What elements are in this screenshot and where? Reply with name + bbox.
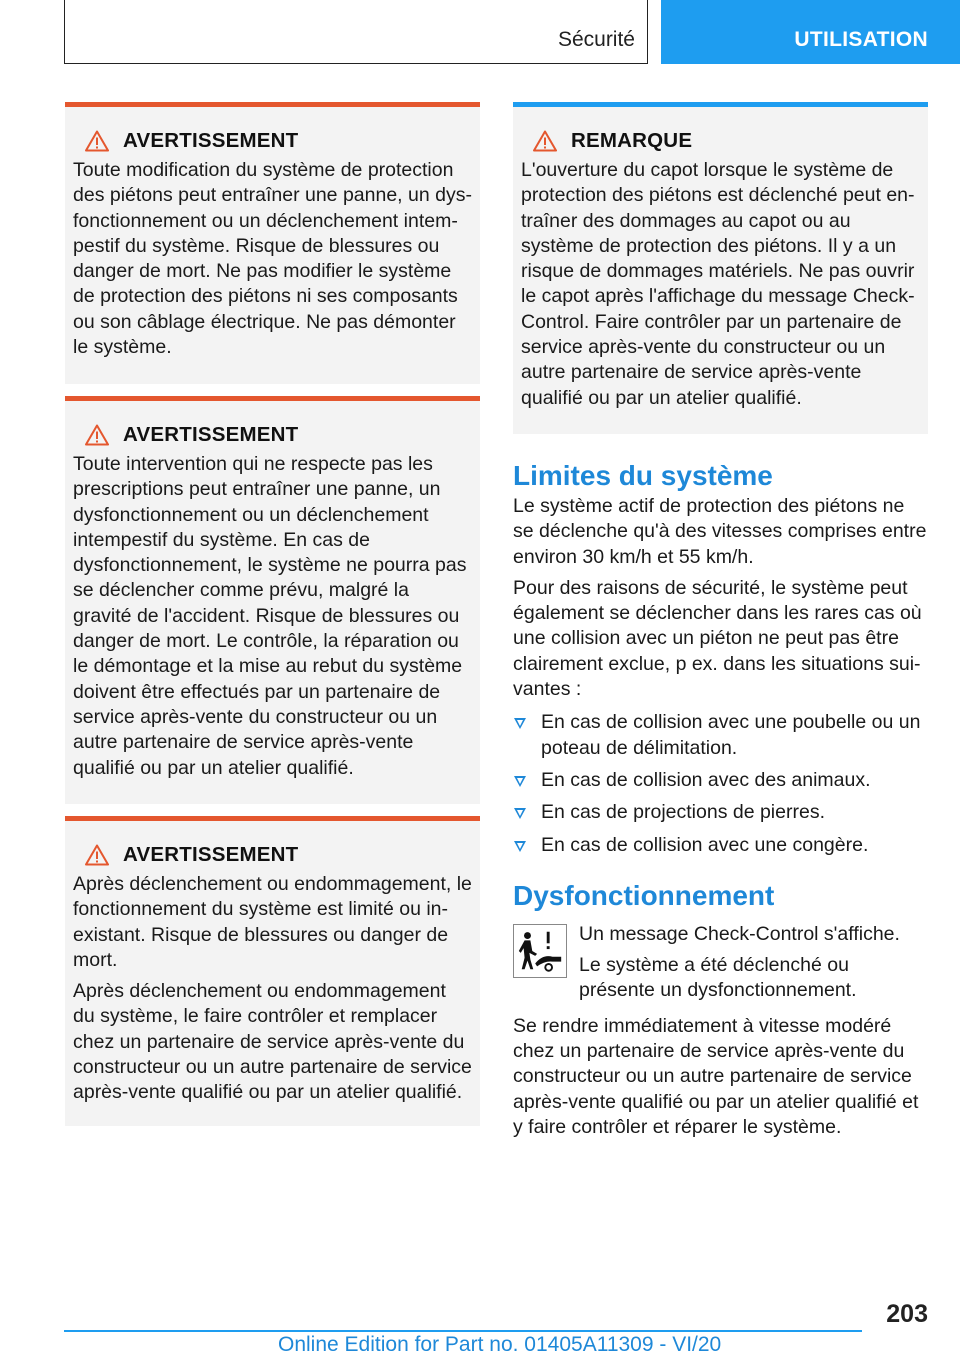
header-chapter-tab [661, 0, 960, 64]
footer-divider [64, 1330, 862, 1332]
limits-paragraph-1: Le système actif de protection des piétons ne se déclenche qu'à des vitesses comprises entre environ 30 km/h et 55 km/h. [513, 495, 927, 568]
warning-text: Après déclenchement ou endommagement du système, le faire contrôler et remplacer chez un partenaire de service après-vente du constructeur ou un autre partenaire de service après-vente qualifié ou par un atelier qualifié. [73, 980, 472, 1104]
warning-title: AVERTISSEMENT [123, 129, 299, 152]
warning-triangle-icon [85, 130, 109, 152]
warning-text: Toute modification du système de protection des piétons peut entraîner une panne, un dysfonctionnement ou un déclenchement intempestif du système. Risque de blessures ou danger de mort. Ne pas modifier le système de protection des piétons ni ses composants ou son câblage électrique. Ne pas démonter le système. [73, 159, 472, 359]
warning-title: AVERTISSEMENT [123, 423, 299, 446]
warning-box [65, 816, 480, 1126]
check-control-text [579, 922, 928, 1004]
list-item-text: En cas de projections de pierres. [541, 801, 825, 824]
check-control-line-1: Un message Check-Control s'affiche. [579, 922, 900, 945]
note-header [533, 129, 920, 153]
section-heading-limits: Limites du système [513, 460, 773, 491]
warning-text: Après déclenchement ou endommagement, le fonctionnement du système est limité ou inexistant. Risque de blessures ou danger de mort. [73, 873, 472, 971]
arrow-bullet-icon [514, 776, 526, 787]
check-control-row [513, 922, 928, 1004]
warning-text: Toute intervention qui ne respecte pas les prescriptions peut entraîner une panne, un dysfonctionnement ou un déclenchement intempestif du système. En cas de dysfonctionnement, le système ne pourra pas se déclencher comme prévu, malgré la gravité de l'accident. Risque de blessures ou danger de mort. Le contrôle, la réparation ou le démontage et la mise au rebut du système doivent être effectués par un partenaire de service après-vente du constructeur ou un autre partenaire de service après-vente qualifié ou par un atelier qualifié. [73, 453, 467, 779]
list-item [513, 768, 928, 793]
pedestrian-protection-icon [513, 924, 567, 978]
warning-box [65, 396, 480, 804]
list-item [513, 800, 928, 825]
list-item-text: En cas de collision avec des animaux. [541, 768, 871, 791]
header-section-box [64, 0, 648, 64]
warning-header [85, 129, 472, 153]
list-item-text: En cas de collision avec une poubelle ou un poteau de délimitation. [541, 711, 921, 759]
arrow-bullet-icon [514, 718, 526, 729]
note-text: L'ouverture du capot lorsque le système de protection des piétons est déclenché peut entraîner des dommages au capot ou au système de protection des piétons. Il y a un risque de dommages matériels. Ne pas ouvrir le capot après l'affichage du message Check-Control. Faire contrôler par un partenaire de service après-vente du constructeur ou un autre partenaire de service après-vente qualifié ou par un atelier qualifié. [521, 159, 915, 409]
note-triangle-icon [533, 130, 557, 152]
arrow-bullet-icon [514, 841, 526, 852]
limits-paragraph-2: Pour des raisons de sécurité, le système peut également se déclencher dans les rares cas où une collision avec un piéton ne peut pas être clairement exclue, p ex. dans les situations suivantes : [513, 576, 922, 701]
arrow-bullet-icon [514, 808, 526, 819]
section-heading-malfunction: Dysfonctionnement [513, 879, 775, 911]
list-item-text: En cas de collision avec une congère. [541, 833, 869, 856]
page-number: 203 [886, 1300, 928, 1328]
warning-triangle-icon [85, 844, 109, 866]
warning-box [65, 102, 480, 384]
check-control-line-2: Le système a été déclenché ou présente un dysfonctionnement. [579, 954, 857, 1002]
list-item [513, 710, 928, 761]
warning-header [85, 423, 472, 447]
warning-triangle-icon [85, 424, 109, 446]
malfunction-paragraph: Se rendre immédiatement à vitesse modéré chez un partenaire de service après-vente du constructeur ou un autre partenaire de service après-vente qualifié ou par un atelier qualifié et y faire contrôler et réparer le système. [513, 1014, 919, 1138]
note-title: REMARQUE [571, 129, 693, 152]
limits-list [513, 710, 928, 857]
list-item [513, 833, 928, 858]
footer-edition: Online Edition for Part no. 01405A11309 - VI/20 [278, 1333, 722, 1356]
note-box [513, 102, 928, 434]
warning-title: AVERTISSEMENT [123, 843, 299, 866]
warning-header [85, 843, 472, 867]
left-column [65, 102, 480, 1126]
header-section-title: Sécurité [557, 28, 635, 51]
right-column [513, 102, 928, 1140]
header-chapter-title: UTILISATION [794, 28, 928, 51]
